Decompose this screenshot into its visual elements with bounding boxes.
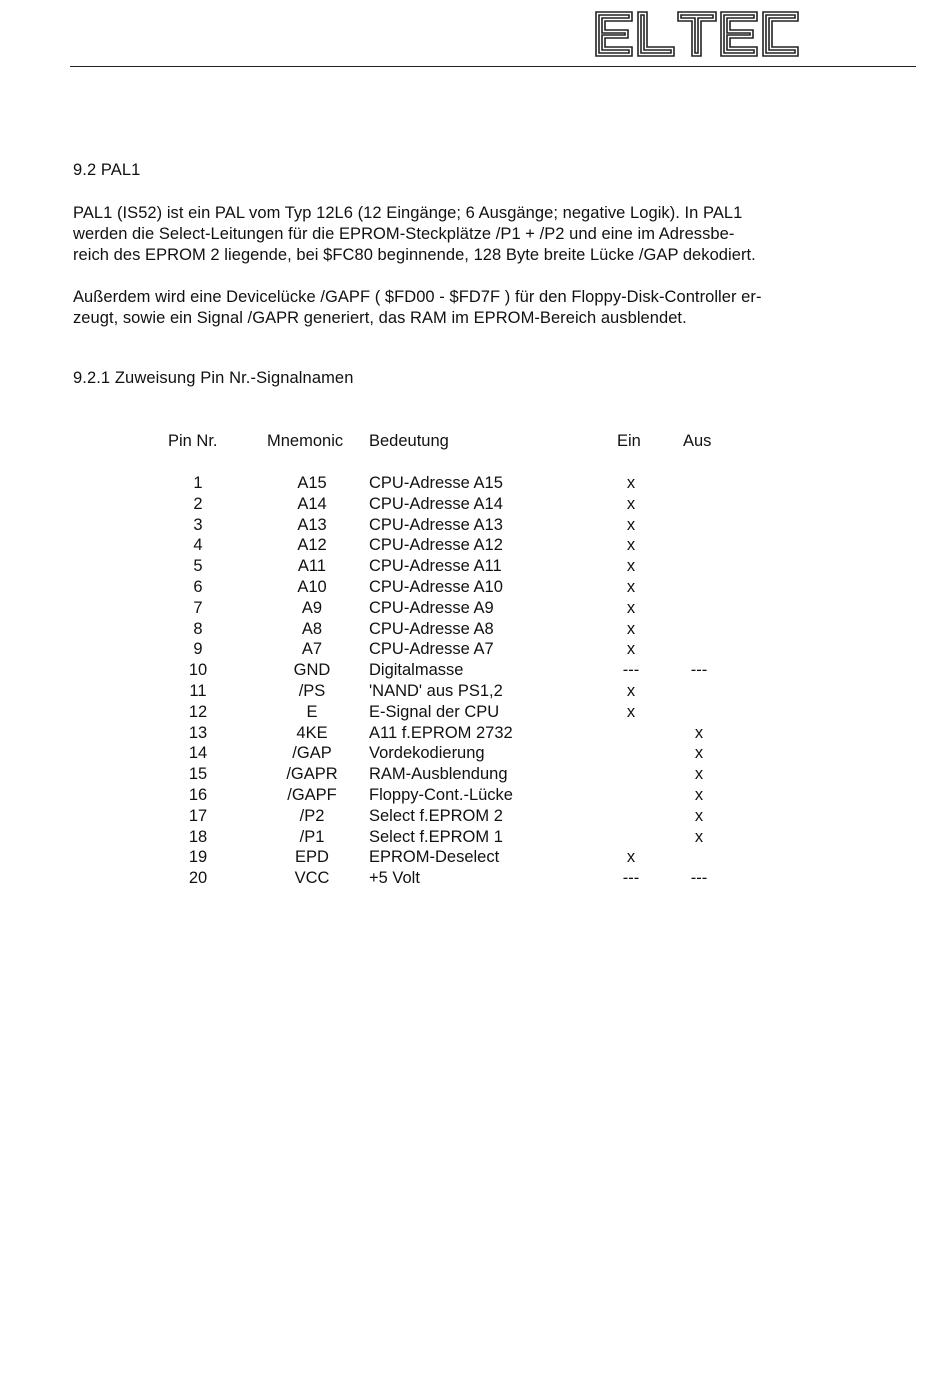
cell-pin: 14 bbox=[188, 744, 208, 763]
paragraph-line: PAL1 (IS52) ist ein PAL vom Typ 12L6 (12 Eingänge; 6 Ausgänge; negative Logik). In PAL1 bbox=[73, 204, 743, 222]
cell-mnemonic: A12 bbox=[297, 536, 327, 555]
cell-ein: x bbox=[626, 598, 636, 617]
cell-pin: 1 bbox=[193, 474, 203, 492]
cell-ein: x bbox=[626, 619, 636, 638]
cell-aus: --- bbox=[690, 661, 708, 680]
header-pin: Pin Nr. bbox=[168, 432, 218, 450]
header-mnemonic: Mnemonic bbox=[267, 432, 344, 450]
cell-mnemonic: VCC bbox=[294, 869, 330, 888]
cell-mnemonic: GND bbox=[293, 661, 331, 680]
cell-meaning: Vordekodierung bbox=[369, 744, 485, 763]
cell-mnemonic: /GAP bbox=[292, 744, 332, 763]
cell-mnemonic: A9 bbox=[301, 598, 323, 617]
cell-meaning: CPU-Adresse A12 bbox=[369, 536, 503, 555]
cell-pin: 20 bbox=[188, 869, 208, 888]
cell-pin: 19 bbox=[188, 848, 208, 867]
cell-meaning: CPU-Adresse A7 bbox=[369, 640, 494, 659]
paragraph-line: werden die Select-Leitungen für die EPROM-Steckplätze /P1 + /P2 und eine im Adressbe- bbox=[73, 225, 735, 243]
cell-aus: x bbox=[694, 744, 704, 763]
cell-pin: 8 bbox=[193, 619, 203, 638]
header-ein: Ein bbox=[617, 432, 641, 450]
cell-mnemonic: E bbox=[306, 702, 318, 721]
header-aus: Aus bbox=[683, 432, 712, 450]
cell-ein: x bbox=[626, 474, 636, 492]
cell-ein: --- bbox=[622, 869, 640, 888]
cell-meaning: CPU-Adresse A9 bbox=[369, 598, 494, 617]
header-meaning: Bedeutung bbox=[369, 432, 449, 450]
subsection-title: 9.2.1 Zuweisung Pin Nr.-Signalnamen bbox=[73, 369, 354, 387]
cell-pin: 10 bbox=[188, 661, 208, 680]
cell-mnemonic: A8 bbox=[301, 619, 323, 638]
cell-meaning: CPU-Adresse A11 bbox=[369, 557, 502, 576]
cell-meaning: CPU-Adresse A14 bbox=[369, 494, 503, 513]
cell-meaning: EPROM-Deselect bbox=[369, 848, 500, 867]
cell-mnemonic: /GAPR bbox=[286, 765, 338, 784]
cell-pin: 15 bbox=[188, 765, 208, 784]
cell-meaning: CPU-Adresse A8 bbox=[369, 619, 494, 638]
paragraph-device-gap bbox=[73, 287, 893, 329]
cell-mnemonic: /P1 bbox=[299, 827, 325, 846]
section-title: 9.2 PAL1 bbox=[73, 161, 141, 179]
cell-ein: x bbox=[626, 578, 636, 596]
cell-meaning: A11 f.EPROM 2732 bbox=[369, 723, 513, 742]
cell-mnemonic: A10 bbox=[297, 578, 327, 596]
cell-mnemonic: /GAPF bbox=[287, 786, 337, 804]
cell-pin: 17 bbox=[188, 806, 208, 825]
cell-aus: x bbox=[694, 765, 704, 784]
cell-pin: 18 bbox=[188, 827, 208, 846]
paragraph-line: Außerdem wird eine Devicelücke /GAPF ( $FD00 - $FD7F ) für den Floppy-Disk-Controller er- bbox=[73, 288, 762, 306]
cell-mnemonic: EPD bbox=[295, 848, 329, 867]
cell-mnemonic: A7 bbox=[301, 640, 323, 659]
cell-aus: --- bbox=[690, 869, 708, 888]
cell-pin: 16 bbox=[188, 786, 208, 804]
paragraph-pal1-intro bbox=[73, 203, 893, 266]
cell-mnemonic: /PS bbox=[298, 682, 326, 700]
cell-pin: 5 bbox=[193, 557, 203, 576]
cell-meaning: CPU-Adresse A10 bbox=[369, 578, 503, 596]
cell-ein: x bbox=[626, 848, 636, 867]
cell-aus: x bbox=[694, 723, 704, 742]
cell-ein: x bbox=[626, 702, 636, 721]
cell-ein: x bbox=[626, 640, 636, 659]
cell-ein: x bbox=[626, 494, 636, 513]
cell-ein: --- bbox=[622, 661, 640, 680]
cell-pin: 4 bbox=[193, 536, 203, 555]
cell-ein: x bbox=[626, 536, 636, 555]
cell-mnemonic: 4KE bbox=[296, 723, 328, 742]
cell-pin: 13 bbox=[188, 723, 208, 742]
cell-meaning: +5 Volt bbox=[369, 869, 420, 888]
cell-pin: 2 bbox=[193, 494, 203, 513]
cell-meaning: CPU-Adresse A15 bbox=[369, 474, 503, 492]
cell-ein: x bbox=[626, 557, 636, 576]
paragraph-line: zeugt, sowie ein Signal /GAPR generiert, das RAM im EPROM-Bereich ausblendet. bbox=[73, 309, 687, 327]
cell-mnemonic: A14 bbox=[297, 494, 327, 513]
paragraph-line: reich des EPROM 2 liegende, bei $FC80 beginnende, 128 Byte breite Lücke /GAP dekodiert. bbox=[73, 246, 756, 264]
cell-mnemonic: A11 bbox=[297, 557, 327, 576]
cell-meaning: RAM-Ausblendung bbox=[369, 765, 508, 784]
cell-meaning: Digitalmasse bbox=[369, 661, 464, 680]
cell-mnemonic: /P2 bbox=[299, 806, 325, 825]
cell-mnemonic: A15 bbox=[297, 474, 327, 492]
cell-ein: x bbox=[626, 515, 636, 534]
cell-pin: 9 bbox=[193, 640, 203, 659]
cell-meaning: Select f.EPROM 2 bbox=[369, 806, 503, 825]
cell-pin: 11 bbox=[189, 682, 207, 700]
header-rule bbox=[70, 66, 916, 67]
cell-pin: 7 bbox=[193, 598, 203, 617]
cell-meaning: 'NAND' aus PS1,2 bbox=[369, 682, 503, 700]
cell-meaning: CPU-Adresse A13 bbox=[369, 515, 503, 534]
cell-pin: 6 bbox=[193, 578, 203, 596]
eltec-logo bbox=[594, 10, 800, 58]
cell-mnemonic: A13 bbox=[297, 515, 327, 534]
cell-pin: 12 bbox=[188, 702, 208, 721]
cell-ein: x bbox=[626, 682, 636, 700]
cell-aus: x bbox=[694, 786, 704, 804]
cell-aus: x bbox=[694, 806, 704, 825]
cell-meaning: Select f.EPROM 1 bbox=[369, 827, 503, 846]
cell-meaning: Floppy-Cont.-Lücke bbox=[369, 786, 513, 804]
cell-meaning: E-Signal der CPU bbox=[369, 702, 500, 721]
cell-aus: x bbox=[694, 827, 704, 846]
cell-pin: 3 bbox=[193, 515, 203, 534]
